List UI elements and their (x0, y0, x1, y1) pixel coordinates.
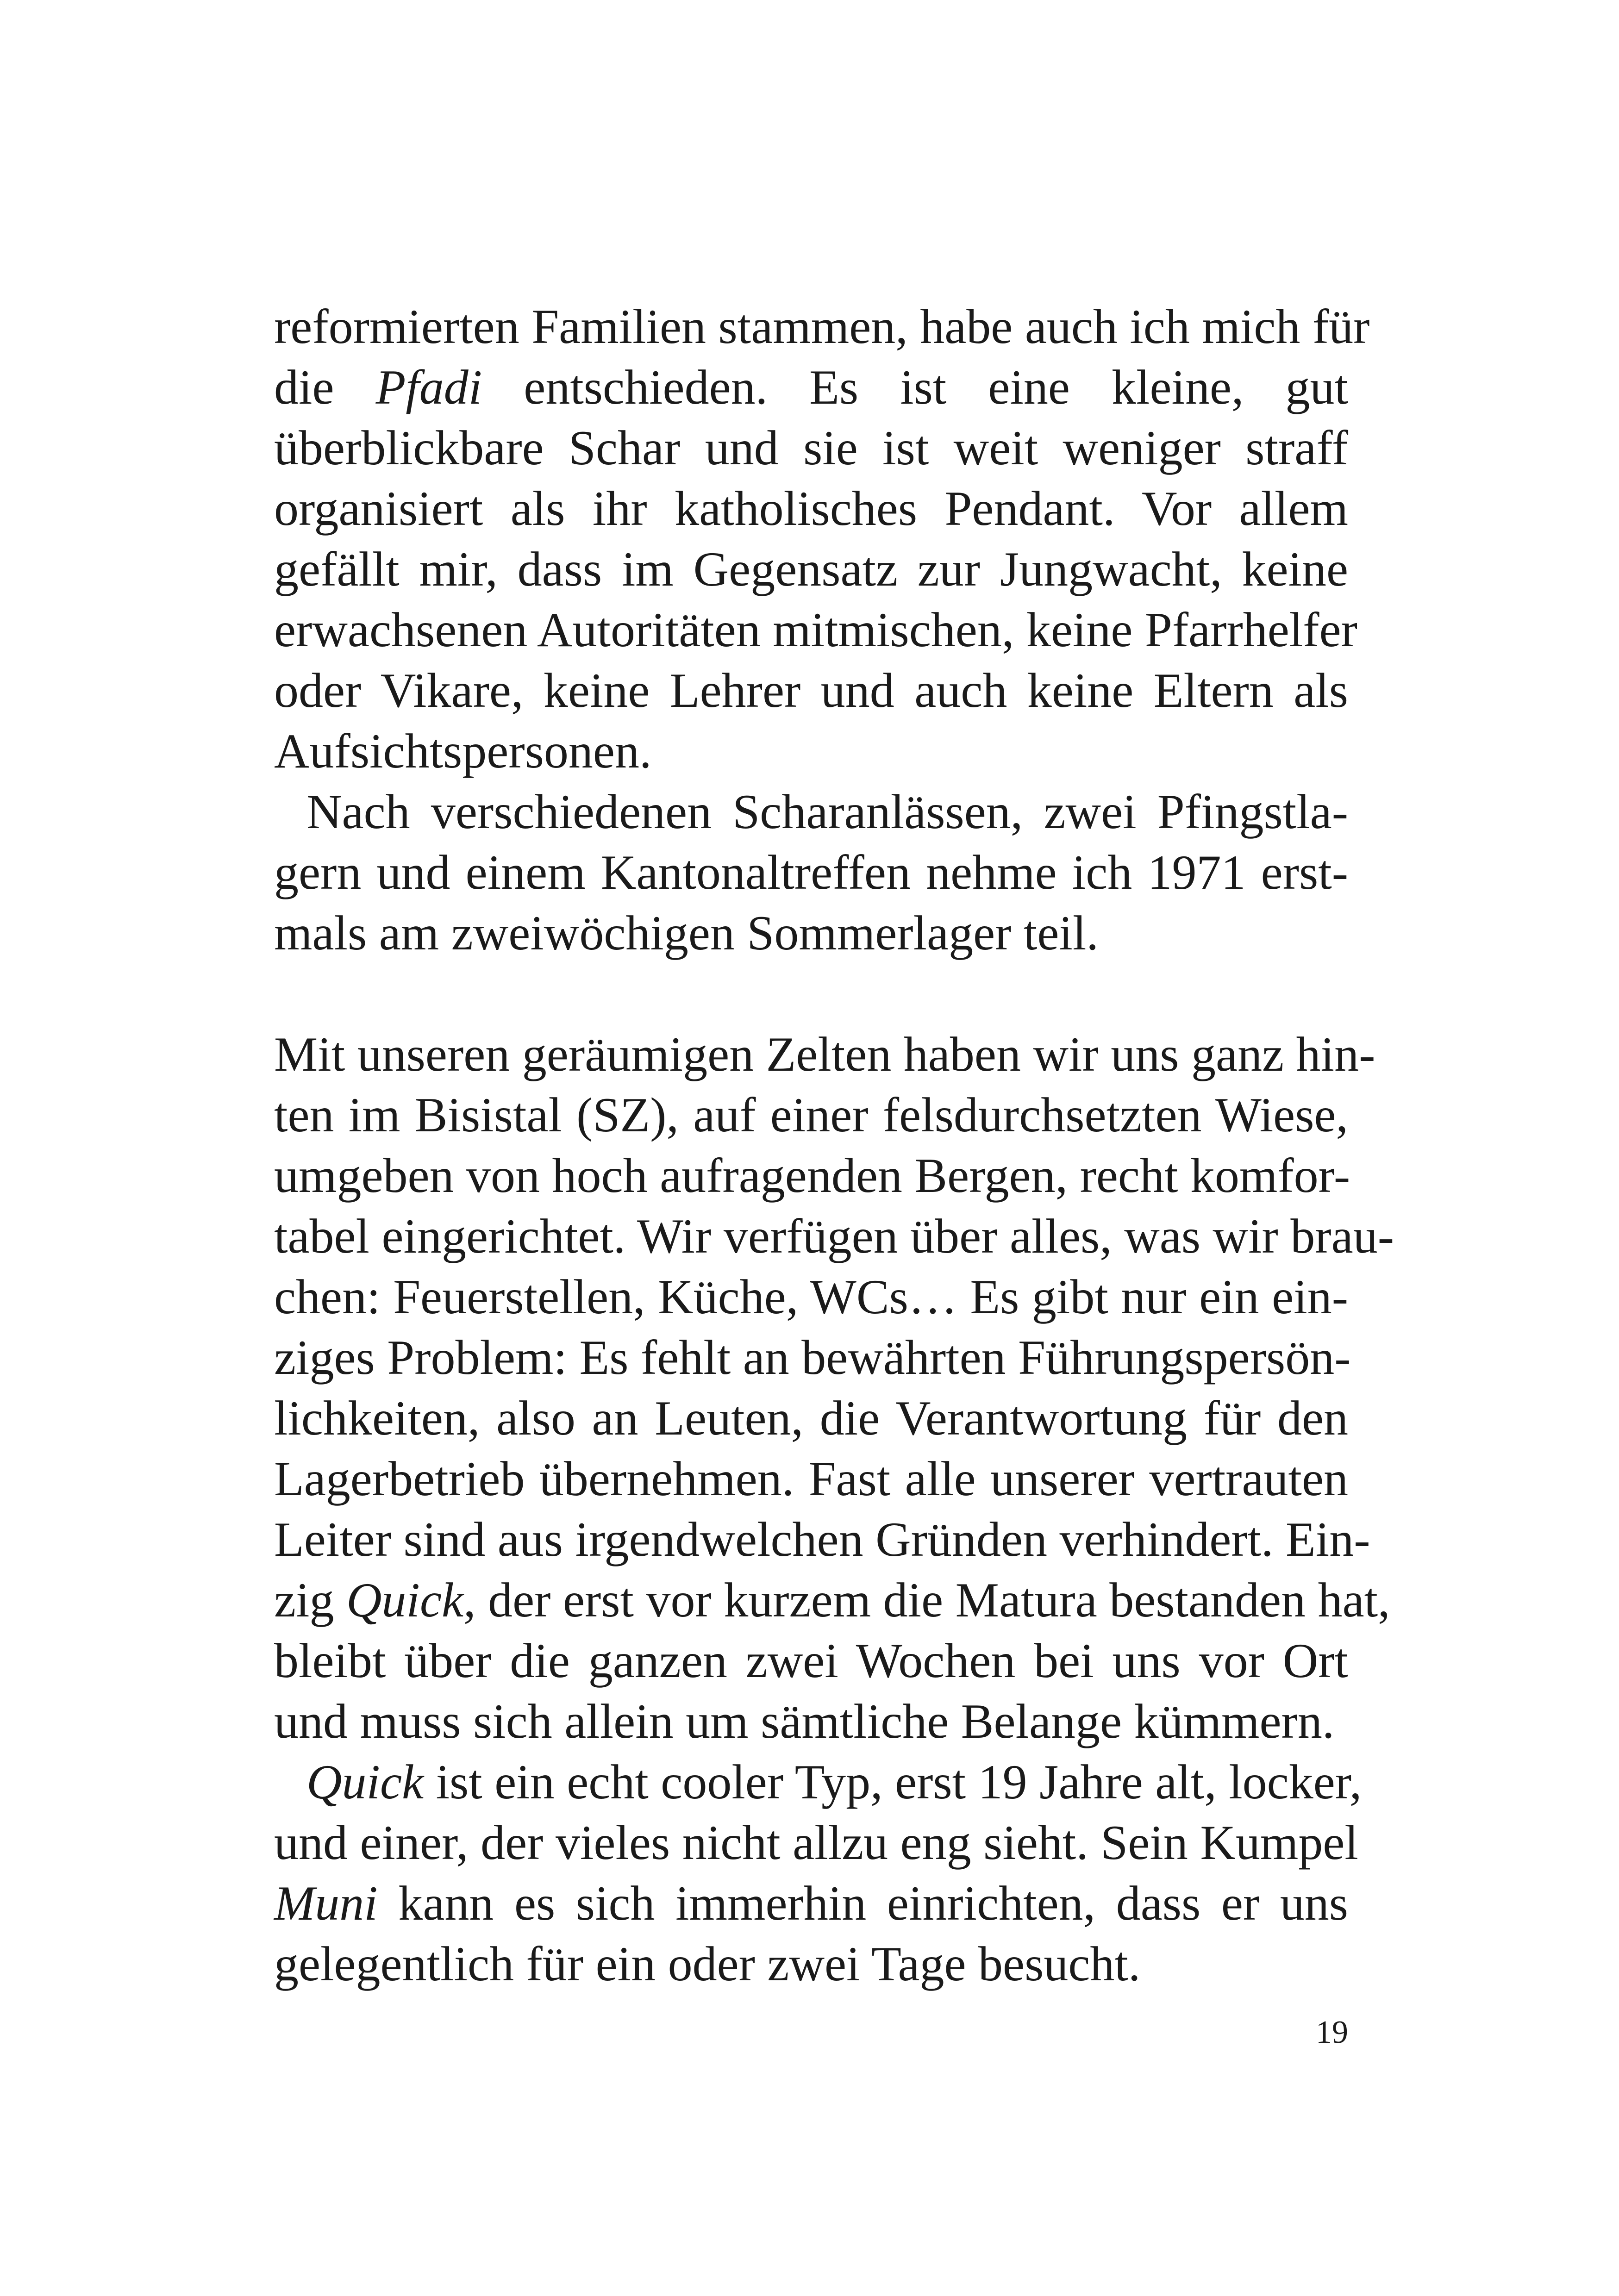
text-run: Aufsichtspersonen. (274, 724, 652, 778)
text-run: chen: Feuerstellen, Küche, WCs… Es gibt nur ein ein- (274, 1270, 1348, 1324)
text-run: Lagerbetrieb übernehmen. Fast alle unserer vertrauten (274, 1452, 1348, 1506)
text-line (274, 1812, 1358, 1873)
text-run: Mit unseren geräumigen Zelten haben wir uns ganz hin- (274, 1027, 1375, 1081)
text-run: bleibt über die ganzen zwei Wochen bei uns vor Ort (274, 1634, 1348, 1688)
text-run: zig (274, 1573, 346, 1627)
text-run: reformierten Familien stammen, habe auch ich mich für (274, 299, 1370, 354)
text-run: oder Vikare, keine Lehrer und auch keine Eltern als (274, 663, 1348, 718)
text-line (274, 1509, 1370, 1570)
text-line (274, 1448, 1348, 1509)
text-line (274, 539, 1348, 599)
text-line (274, 1752, 1362, 1812)
italic-term: Quick (306, 1755, 424, 1809)
text-line (274, 1206, 1394, 1267)
paragraph (274, 1024, 1394, 1752)
text-run: erwachsenen Autoritäten mitmischen, keine Pfarrhelfer (274, 603, 1357, 657)
text-run: ten im Bisistal (SZ), auf einer felsdurchsetzten Wiese, (274, 1088, 1348, 1142)
page-number: 19 (1316, 2015, 1348, 2050)
text-line (274, 1873, 1348, 1934)
text-run: überblickbare Schar und sie ist weit weniger straff (274, 421, 1348, 475)
text-line (274, 418, 1348, 478)
text-line (274, 599, 1357, 660)
paragraph (274, 781, 1348, 963)
text-run: , der erst vor kurzem die Matura bestanden hat, (463, 1573, 1390, 1627)
text-run: Leiter sind aus irgendwelchen Gründen verhindert. Ein- (274, 1512, 1370, 1566)
italic-term: Muni (274, 1876, 378, 1930)
text-run: und muss sich allein um sämtliche Belange kümmern. (274, 1694, 1335, 1748)
text-line (274, 1388, 1348, 1448)
text-run: lichkeiten, also an Leuten, die Verantwortung für den (274, 1391, 1348, 1445)
text-line (274, 1024, 1375, 1085)
text-run: entschieden. Es ist eine kleine, gut (482, 360, 1348, 414)
text-run: gelegentlich für ein oder zwei Tage besucht. (274, 1937, 1141, 1991)
text-line (274, 781, 1348, 842)
text-line (274, 1570, 1390, 1630)
text-run: organisiert als ihr katholisches Pendant. Vor allem (274, 481, 1348, 536)
text-line (274, 296, 1370, 357)
text-line (274, 1327, 1351, 1388)
text-run: mals am zweiwöchigen Sommerlager teil. (274, 906, 1099, 960)
text-run: die (274, 360, 376, 414)
text-run: kann es sich immerhin einrichten, dass er uns (377, 1876, 1348, 1930)
text-line (274, 1085, 1348, 1145)
paragraph (274, 296, 1370, 781)
text-run: ist ein echt cooler Typ, erst 19 Jahre alt, locker, (424, 1755, 1362, 1809)
paragraph (274, 1752, 1362, 1994)
text-run: ziges Problem: Es fehlt an bewährten Führungspersön- (274, 1330, 1351, 1385)
text-line (274, 721, 1348, 781)
text-line (274, 357, 1348, 418)
text-line (274, 660, 1348, 721)
text-line (274, 1145, 1348, 1206)
text-run: tabel eingerichtet. Wir verfügen über alles, was wir brau- (274, 1209, 1394, 1263)
text-line (274, 1267, 1348, 1327)
text-line (274, 903, 1348, 963)
body-text (274, 296, 1394, 1994)
text-line (274, 1630, 1348, 1691)
paragraph-gap (274, 963, 1348, 1024)
text-run: und einer, der vieles nicht allzu eng sieht. Sein Kumpel (274, 1816, 1358, 1870)
italic-term: Quick (346, 1573, 464, 1627)
text-run: umgeben von hoch aufragenden Bergen, recht komfor- (274, 1148, 1350, 1203)
italic-term: Pfadi (375, 360, 482, 414)
text-line (274, 1934, 1348, 1994)
text-line (274, 478, 1348, 539)
text-run: gefällt mir, dass im Gegensatz zur Jungwacht, keine (274, 542, 1348, 596)
text-line (274, 842, 1348, 903)
text-line (274, 1691, 1348, 1752)
text-run: gern und einem Kantonaltreffen nehme ich 1971 erst- (274, 845, 1348, 899)
text-run: Nach verschiedenen Scharanlässen, zwei Pfingstla- (306, 785, 1348, 839)
